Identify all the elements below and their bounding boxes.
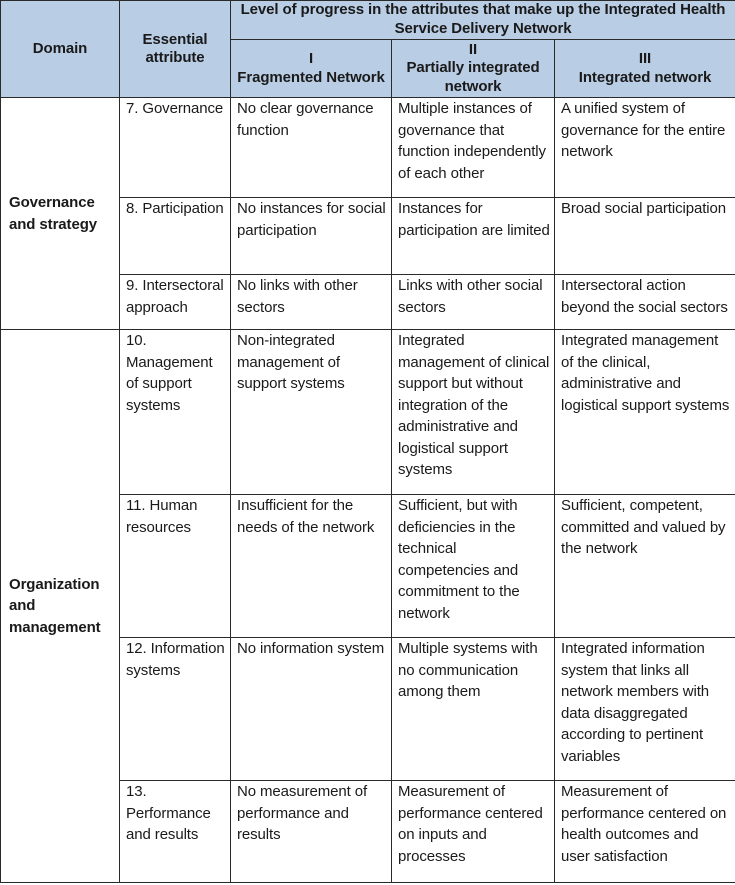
level-3-cell: Integrated information system that links all network members with data disaggregated according to pertinent variables — [555, 638, 735, 781]
attribute-cell: 10. Management of support systems — [120, 330, 231, 495]
table-row — [1, 330, 735, 495]
level-2-cell: Links with other social sectors — [392, 275, 555, 330]
level-1-cell: No clear governance function — [231, 98, 392, 198]
attribute-cell: 7. Governance — [120, 98, 231, 198]
attribute-cell: 8. Participation — [120, 198, 231, 275]
header-level-fragmented — [231, 40, 392, 98]
level-1-cell: Insufficient for the needs of the network — [231, 495, 392, 638]
level-2-cell: Measurement of performance centered on inputs and processes — [392, 781, 555, 883]
level-label: Integrated network — [578, 68, 712, 86]
table-row — [1, 98, 735, 198]
level-2-cell: Sufficient, but with deficiencies in the technical competencies and commitment to the network — [392, 495, 555, 638]
header-level-integrated — [555, 40, 735, 98]
header-essential-attribute: Essential attribute — [120, 1, 231, 98]
level-label: Fragmented Network — [237, 68, 385, 86]
header-progress-level: Level of progress in the attributes that make up the Integrated Health Service Delivery Network — [231, 1, 735, 40]
attribute-cell: 12. Information systems — [120, 638, 231, 781]
level-3-cell: Integrated management of the clinical, administrative and logistical support systems — [555, 330, 735, 495]
level-1-cell: No measurement of performance and results — [231, 781, 392, 883]
level-3-cell: Broad social participation — [555, 198, 735, 275]
attribute-cell: 13. Performance and results — [120, 781, 231, 883]
header-domain: Domain — [1, 1, 120, 98]
level-3-cell: Sufficient, competent, committed and valued by the network — [555, 495, 735, 638]
level-1-cell: Non-integrated management of support systems — [231, 330, 392, 495]
level-label: Partially integrated network — [406, 59, 540, 95]
level-2-cell: Multiple instances of governance that function independently of each other — [392, 98, 555, 198]
level-2-cell: Instances for participation are limited — [392, 198, 555, 275]
domain-governance-strategy: Governance and strategy — [1, 98, 120, 330]
attribute-cell: 11. Human resources — [120, 495, 231, 638]
level-3-cell: Intersectoral action beyond the social sectors — [555, 275, 735, 330]
level-numeral: II — [468, 40, 478, 58]
level-3-cell: A unified system of governance for the entire network — [555, 98, 735, 198]
header-level-partially-integrated — [392, 40, 555, 98]
level-numeral: III — [638, 50, 652, 67]
level-1-cell: No information system — [231, 638, 392, 781]
level-1-cell: No instances for social participation — [231, 198, 392, 275]
attribute-cell: 9. Intersectoral approach — [120, 275, 231, 330]
level-1-cell: No links with other sectors — [231, 275, 392, 330]
level-3-cell: Measurement of performance centered on health outcomes and user satisfaction — [555, 781, 735, 883]
level-numeral: I — [308, 50, 314, 67]
domain-organization-management: Organization and management — [1, 330, 120, 883]
level-2-cell: Multiple systems with no communication among them — [392, 638, 555, 781]
level-2-cell: Integrated management of clinical support but without integration of the administrative and logistical support systems — [392, 330, 555, 495]
